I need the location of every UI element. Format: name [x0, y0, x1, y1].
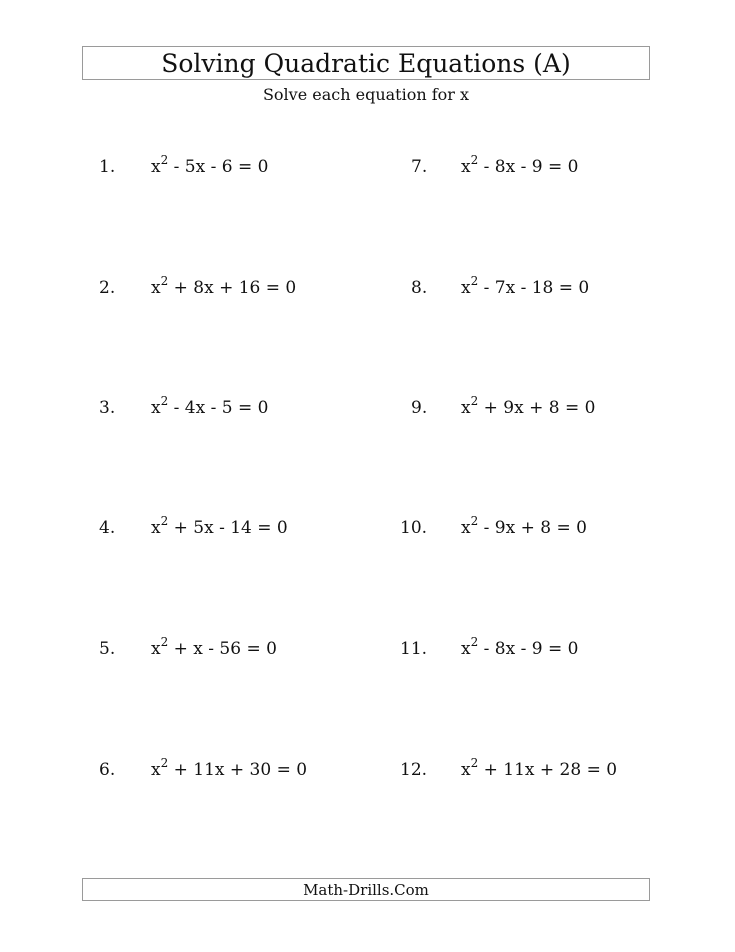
- problem-equation: $x^2 + x - 56 = 0$: [151, 635, 277, 659]
- problem-equation: $x^2 - 8x - 9 = 0$: [461, 153, 579, 177]
- problem-number: 11.: [400, 639, 428, 659]
- problem-number: 7.: [411, 157, 428, 177]
- worksheet-title: Solving Quadratic Equations (A): [161, 49, 571, 78]
- problem-equation: $x^2 - 9x + 8 = 0$: [461, 514, 587, 538]
- problem-equation: $x^2 + 11x + 28 = 0$: [461, 756, 618, 780]
- worksheet-instructions: Solve each equation for x: [262, 85, 470, 104]
- problem-equation: $x^2 - 4x - 5 = 0$: [151, 394, 269, 418]
- problem-equation: $x^2 + 5x - 14 = 0$: [151, 514, 288, 538]
- problem-number: 8.: [411, 278, 428, 298]
- problem-equation: $x^2 + 9x + 8 = 0$: [461, 394, 596, 418]
- title-box: [82, 46, 650, 80]
- problem-number: 1.: [99, 157, 116, 177]
- problem-number: 3.: [99, 398, 116, 418]
- problem-number: 2.: [99, 278, 116, 298]
- problem-number: 9.: [411, 398, 428, 418]
- footer-box: [82, 878, 650, 901]
- problem-number: 6.: [99, 760, 116, 780]
- problem-equation: $x^2 + 11x + 30 = 0$: [151, 756, 308, 780]
- problem-number: 10.: [400, 518, 428, 538]
- problem-number: 5.: [99, 639, 116, 659]
- problem-equation: $x^2 - 8x - 9 = 0$: [461, 635, 579, 659]
- footer-site-name: Math-Drills.Com: [303, 881, 429, 899]
- problem-equation: $x^2 - 5x - 6 = 0$: [151, 153, 269, 177]
- problem-equation: $x^2 + 8x + 16 = 0$: [151, 274, 297, 298]
- problem-number: 4.: [99, 518, 116, 538]
- problem-number: 12.: [400, 760, 428, 780]
- problem-equation: $x^2 - 7x - 18 = 0$: [461, 274, 590, 298]
